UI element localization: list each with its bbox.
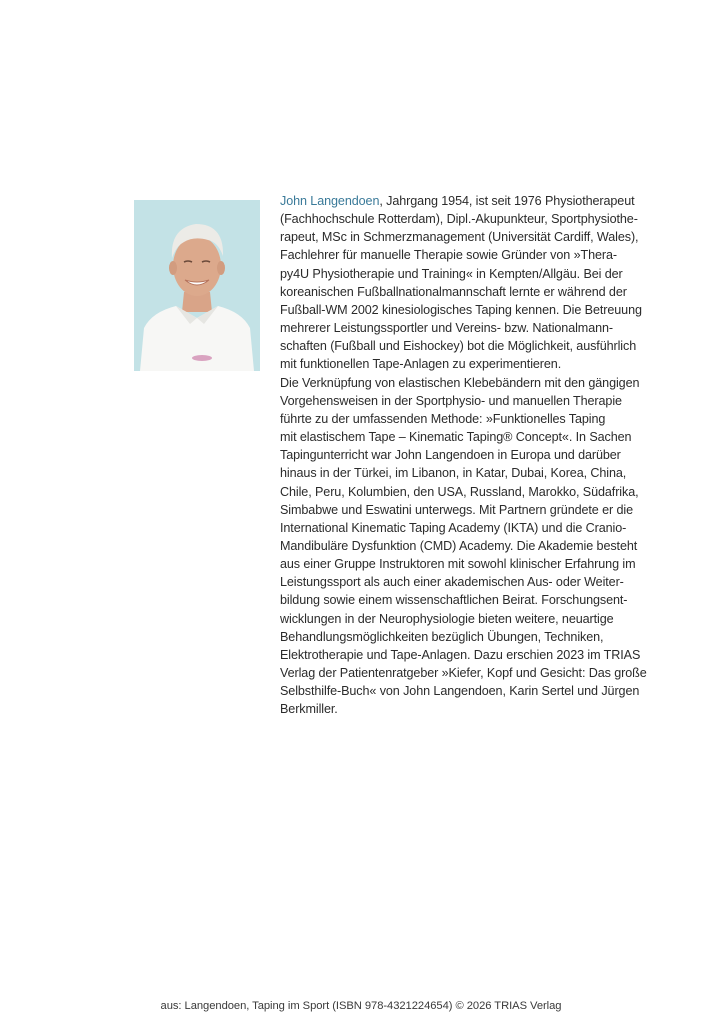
bio-line: py4U Physiotherapie und Training« in Kempten/Allgäu. Bei der: [280, 266, 623, 281]
author-name: John Langendoen: [280, 194, 380, 208]
bio-line: Elektrotherapie und Tape-Anlagen. Dazu erschien 2023 im TRIAS: [280, 647, 641, 662]
bio-line: Berkmiller.: [280, 702, 338, 717]
bio-line: rapeut, MSc in Schmerzmanagement (Universität Cardiff, Wales),: [280, 230, 639, 245]
bio-line: Fußball-WM 2002 kinesiologisches Taping kennen. Die Betreuung: [280, 302, 642, 317]
bio-line: Leistungssport als auch einer akademischen Aus- oder Weiter-: [280, 575, 624, 590]
bio-line: bildung sowie einem wissenschaftlichen Beirat. Forschungsent-: [280, 593, 628, 608]
bio-line: koreanischen Fußballnationalmannschaft lernte er während der: [280, 284, 627, 299]
bio-line: Vorgehensweisen in der Sportphysio- und manuellen Therapie: [280, 393, 622, 408]
bio-line: (Fachhochschule Rotterdam), Dipl.-Akupunkteur, Sportphysiothe-: [280, 212, 638, 227]
bio-line: schaften (Fußball und Eishockey) bot die Möglichkeit, ausführlich: [280, 339, 637, 354]
bio-line: Chile, Peru, Kolumbien, den USA, Russland, Marokko, Südafrika,: [280, 484, 639, 499]
bio-line: mehrerer Leistungssportler und Vereins- bzw. Nationalmann-: [280, 321, 614, 336]
author-portrait: [134, 200, 260, 371]
bio-line: International Kinematic Taping Academy (IKTA) und die Cranio-: [280, 520, 627, 535]
bio-line: hinaus in der Türkei, im Libanon, in Katar, Dubai, Korea, China,: [280, 466, 627, 481]
bio-line: Mandibuläre Dysfunktion (CMD) Academy. Die Akademie besteht: [280, 538, 638, 553]
bio-line-1-text: , Jahrgang 1954, ist seit 1976 Physiotherapeut: [379, 194, 635, 208]
bio-line: Selbsthilfe-Buch« von John Langendoen, Karin Sertel und Jürgen: [280, 684, 640, 699]
author-biography: [280, 192, 652, 719]
bio-line: Fachlehrer für manuelle Therapie sowie Gründer von »Thera-: [280, 248, 617, 263]
author-portrait-image: [134, 200, 260, 371]
bio-line: führte zu der umfassenden Methode: »Funktionelles Taping: [280, 411, 606, 426]
bio-line: wicklungen in der Neurophysiologie bieten weitere, neuartige: [280, 611, 614, 626]
page-footer: aus: Langendoen, Taping im Sport (ISBN 978-4321224654) © 2026 TRIAS Verlag: [160, 1000, 562, 1012]
bio-line: Tapingunterricht war John Langendoen in Europa und darüber: [280, 448, 621, 463]
bio-line: mit elastischem Tape – Kinematic Taping® Concept«. In Sachen: [280, 430, 632, 445]
bio-line: Behandlungsmöglichkeiten bezüglich Übungen, Techniken,: [280, 629, 604, 644]
bio-line-1: [280, 192, 652, 210]
bio-line: Simbabwe und Eswatini unterwegs. Mit Partnern gründete er die: [280, 502, 634, 517]
bio-line: Die Verknüpfung von elastischen Klebebändern mit den gängigen: [280, 375, 640, 390]
bio-line: Verlag der Patientenratgeber »Kiefer, Kopf und Gesicht: Das große: [280, 666, 647, 681]
bio-line: aus einer Gruppe Instruktoren mit sowohl klinischer Erfahrung im: [280, 557, 636, 572]
bio-line: mit funktionellen Tape-Anlagen zu experimentieren.: [280, 357, 562, 372]
